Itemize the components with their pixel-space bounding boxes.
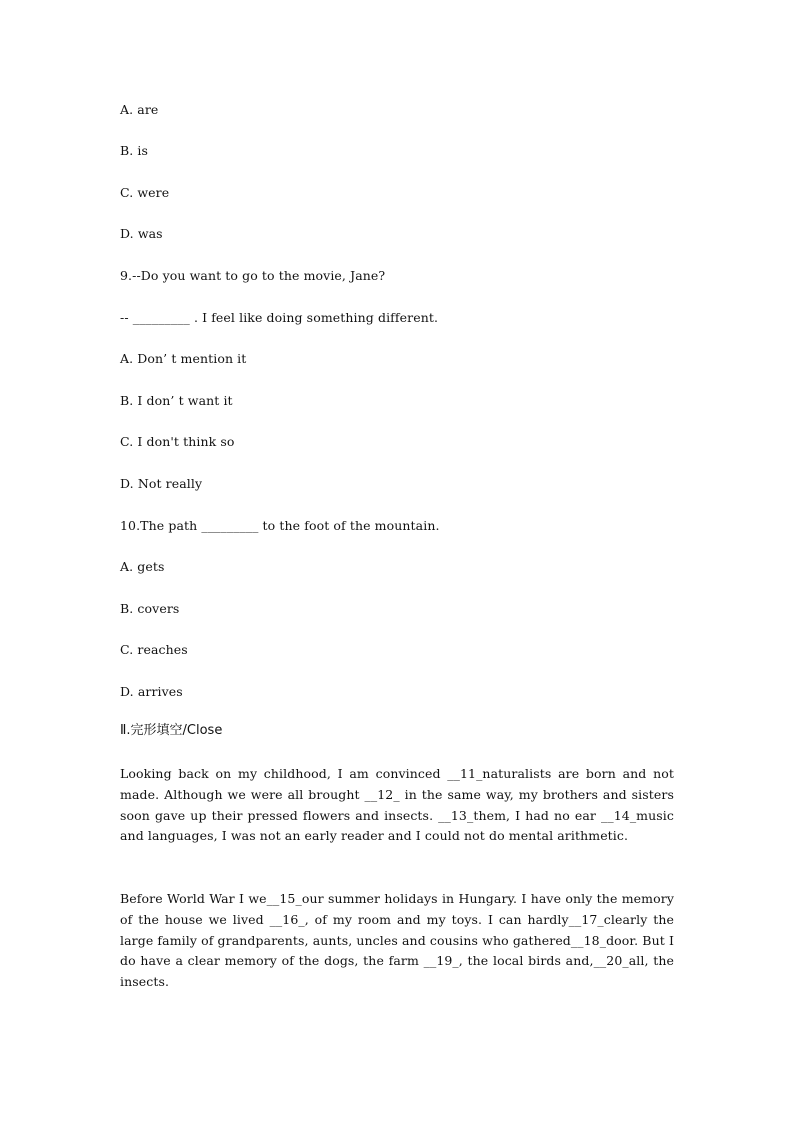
q8-option-b: B. is	[120, 143, 149, 158]
q8-option-d: D. was	[120, 226, 163, 241]
q10-stem: 10.The path _________ to the foot of the mountain.	[120, 518, 440, 533]
q9-option-d: D. Not really	[120, 476, 203, 491]
q10-option-d: D. arrives	[120, 684, 183, 699]
section-heading: Ⅱ.完形填空/Close	[120, 723, 223, 738]
q9-option-b: B. I don’ t want it	[120, 393, 233, 408]
q9-option-c: C. I don't think so	[120, 434, 235, 449]
q9-option-a: A. Don’ t mention it	[120, 351, 247, 366]
q9-stem: 9.--Do you want to go to the movie, Jane?	[120, 268, 386, 283]
q10-option-c: C. reaches	[120, 642, 188, 657]
q8-option-a: A. are	[120, 102, 159, 117]
q8-option-c: C. were	[120, 185, 170, 200]
q10-option-a: A. gets	[120, 559, 165, 574]
q10-option-b: B. covers	[120, 601, 180, 616]
cloze-paragraph-2: Before World War I we__15_our summer holidays in Hungary. I have only the memory of the house we lived __16_, of my room and my toys. I can hardly__17_clearly the large family of grandparents, aunts, uncles and cousins who gathered__18_door. But I do have a clear memory of the dogs, the farm __19_, the local birds and,__20_all, the insects.	[120, 891, 674, 990]
q9-reply: -- _________ . I feel like doing something different.	[120, 310, 439, 325]
cloze-paragraph-1: Looking back on my childhood, I am convinced __11_naturalists are born and not made. Although we were all brought __12_ in the same way, my brothers and sisters soon gave up their pressed flowers and insects. __13_them, I had no ear __14_music and languages, I was not an early reader and I could not do mental arithmetic.	[120, 766, 674, 844]
